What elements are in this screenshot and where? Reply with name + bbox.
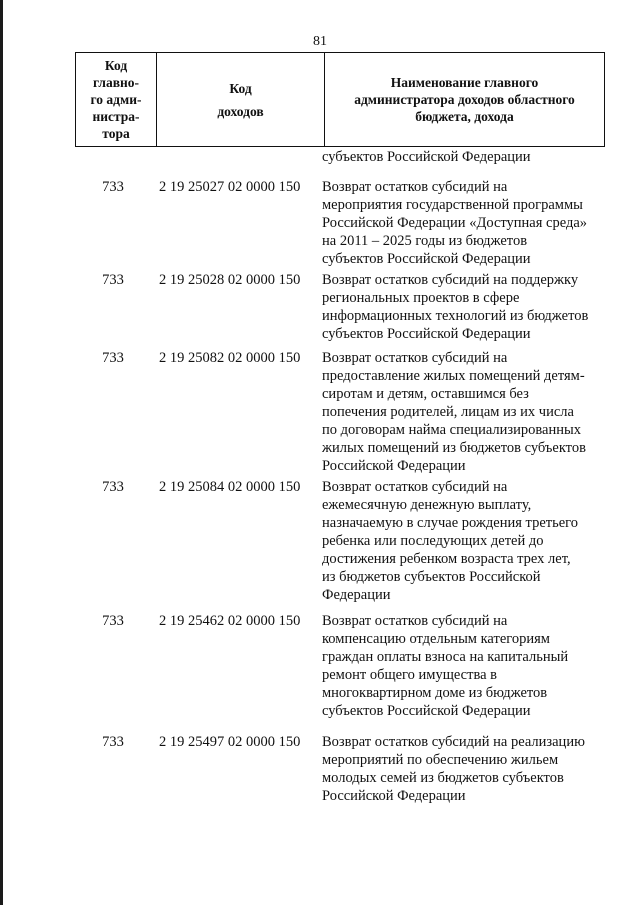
income-name-line: предоставление жилых помещений детям- bbox=[322, 368, 585, 384]
income-name-line: сиротам и детям, оставшимся без bbox=[322, 386, 529, 402]
income-name-line: информационных технологий из бюджетов bbox=[322, 308, 589, 324]
continuation-text: субъектов Российской Федерации bbox=[322, 149, 531, 165]
income-name-line: из бюджетов субъектов Российской bbox=[322, 569, 541, 585]
income-name-line: многоквартирном доме из бюджетов bbox=[322, 685, 548, 701]
income-name bbox=[322, 271, 612, 343]
admin-code: 733 bbox=[102, 272, 124, 288]
admin-code: 733 bbox=[102, 613, 124, 629]
income-name-line: назначаемую в случае рождения третьего bbox=[322, 515, 578, 531]
income-name-line: ремонт общего имущества в bbox=[322, 667, 498, 683]
income-name-line: субъектов Российской Федерации bbox=[322, 251, 531, 267]
income-name-line: Возврат остатков субсидий на реализацию bbox=[322, 734, 585, 750]
income-name-line: мероприятия государственной программы bbox=[322, 197, 583, 213]
table-header bbox=[75, 52, 605, 147]
income-name-line: Федерации bbox=[322, 587, 391, 603]
income-name bbox=[322, 349, 612, 475]
income-name-line: граждан оплаты взноса на капитальный bbox=[322, 649, 569, 665]
scan-left-edge bbox=[0, 0, 3, 905]
header-admin-code-line: Код bbox=[104, 58, 128, 73]
income-name-line: достижения ребенком возраста трех лет, bbox=[322, 551, 571, 567]
income-name-line: региональных проектов в сфере bbox=[322, 290, 520, 306]
header-admin-code-line: тора bbox=[102, 126, 130, 141]
income-name-line: субъектов Российской Федерации bbox=[322, 326, 531, 342]
header-name-line: Наименование главного bbox=[390, 75, 539, 90]
admin-code: 733 bbox=[102, 479, 124, 495]
income-code: 2 19 25497 02 0000 150 bbox=[159, 734, 301, 750]
income-name-line: Возврат остатков субсидий на bbox=[322, 179, 508, 195]
income-code: 2 19 25084 02 0000 150 bbox=[159, 479, 301, 495]
income-name-line: молодых семей из бюджетов субъектов bbox=[322, 770, 564, 786]
income-name bbox=[322, 478, 612, 604]
income-code: 2 19 25462 02 0000 150 bbox=[159, 613, 301, 629]
header-income-code bbox=[157, 53, 325, 147]
income-name bbox=[322, 733, 612, 805]
header-admin-code-line: нистра- bbox=[92, 109, 140, 124]
income-name-line: попечения родителей, лицам из их числа bbox=[322, 404, 574, 420]
admin-code: 733 bbox=[102, 734, 124, 750]
header-income-code-line: Код bbox=[229, 80, 252, 96]
income-name-line: Российской Федерации «Доступная среда» bbox=[322, 215, 588, 231]
income-code: 2 19 25082 02 0000 150 bbox=[159, 350, 301, 366]
header-admin-code-line: го адми- bbox=[90, 92, 142, 107]
income-name-line: ребенка или последующих детей до bbox=[322, 533, 544, 549]
header-income-code-line: доходов bbox=[217, 103, 264, 119]
income-name-line: жилых помещений из бюджетов субъектов bbox=[322, 440, 586, 456]
income-name-line: ежемесячную денежную выплату, bbox=[322, 497, 532, 513]
income-name-line: мероприятий по обеспечению жильем bbox=[322, 752, 559, 768]
admin-code: 733 bbox=[102, 179, 124, 195]
income-name-line: Возврат остатков субсидий на bbox=[322, 350, 508, 366]
income-code: 2 19 25027 02 0000 150 bbox=[159, 179, 301, 195]
header-name-line: бюджета, дохода bbox=[415, 109, 514, 124]
income-code: 2 19 25028 02 0000 150 bbox=[159, 272, 301, 288]
header-name-line: администратора доходов областного bbox=[354, 92, 575, 107]
income-name-line: Российской Федерации bbox=[322, 458, 466, 474]
income-name-line: на 2011 – 2025 годы из бюджетов bbox=[322, 233, 528, 249]
income-name-line: компенсацию отдельным категориям bbox=[322, 631, 550, 647]
page-number: 81 bbox=[313, 34, 327, 49]
income-name-line: Возврат остатков субсидий на поддержку bbox=[322, 272, 579, 288]
income-name bbox=[322, 178, 612, 268]
header-admin-code-line: главно- bbox=[92, 75, 140, 90]
income-name-line: по договорам найма специализированных bbox=[322, 422, 581, 438]
income-name-line: субъектов Российской Федерации bbox=[322, 703, 531, 719]
income-name bbox=[322, 612, 612, 720]
income-name-line: Возврат остатков субсидий на bbox=[322, 479, 508, 495]
header-name bbox=[325, 53, 605, 147]
income-name-line: Российской Федерации bbox=[322, 788, 466, 804]
income-name-line: Возврат остатков субсидий на bbox=[322, 613, 508, 629]
admin-code: 733 bbox=[102, 350, 124, 366]
header-admin-code bbox=[76, 53, 157, 147]
